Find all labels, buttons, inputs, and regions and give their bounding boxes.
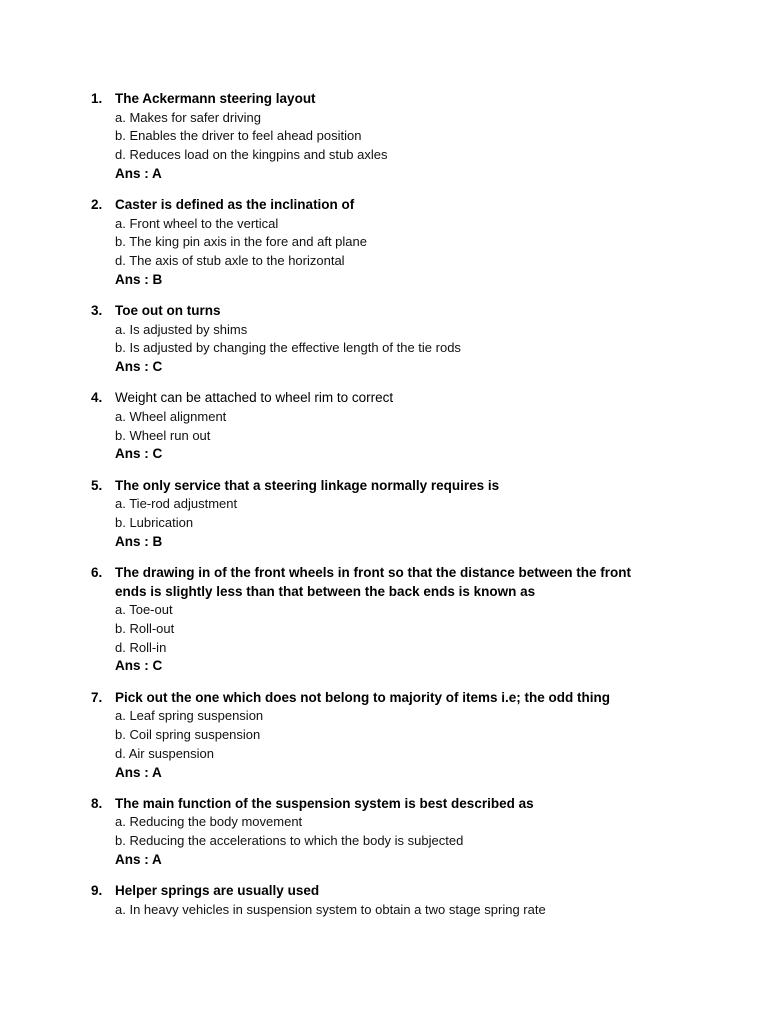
question-body [115, 477, 655, 552]
answer-option: b. Lubrication [115, 515, 194, 531]
question-text: Toe out on turns [115, 303, 221, 319]
answer-key: Ans : A [115, 764, 162, 780]
answer-key: Ans : C [115, 446, 163, 462]
answer-option: b. Is adjusted by changing the effective length of the tie rods [115, 340, 461, 356]
question-body [115, 882, 655, 919]
answer-option: d. Reduces load on the kingpins and stub axles [115, 147, 388, 163]
question-item [0, 882, 768, 919]
answer-option: a. Is adjusted by shims [115, 321, 248, 337]
answer-key: Ans : A [115, 165, 162, 181]
answer-key: Ans : C [115, 658, 163, 674]
question-item [0, 795, 768, 870]
question-text: The Ackermann steering layout [115, 91, 316, 106]
answer-key: Ans : B [115, 271, 163, 287]
question-body [115, 689, 655, 783]
question-number: 4. [91, 390, 103, 406]
answer-option: a. Wheel alignment [115, 409, 227, 425]
answer-key: Ans : C [115, 359, 163, 375]
question-body [115, 389, 655, 464]
question-body [115, 90, 655, 184]
question-number: 9. [91, 883, 103, 899]
answer-option: a. Toe-out [115, 602, 173, 618]
answer-option: a. Front wheel to the vertical [115, 215, 279, 231]
question-text: Helper springs are usually used [115, 883, 320, 899]
answer-option: d. Roll-in [115, 639, 167, 655]
question-number: 3. [91, 303, 103, 319]
answer-option: d. Air suspension [115, 745, 215, 761]
question-text: Caster is defined as the inclination of [115, 197, 355, 213]
answer-option: a. Makes for safer driving [115, 109, 261, 125]
question-number: 1. [91, 91, 103, 106]
question-number: 6. [91, 564, 103, 580]
answer-key: Ans : B [115, 533, 163, 549]
question-item [0, 196, 768, 290]
answer-option: b. Reducing the accelerations to which the body is subjected [115, 833, 464, 849]
question-item [0, 564, 768, 676]
question-list [0, 90, 768, 932]
answer-option: d. The axis of stub axle to the horizontal [115, 253, 345, 269]
answer-option: a. In heavy vehicles in suspension system to obtain a two stage spring rate [115, 901, 546, 917]
answer-option: b. Enables the driver to feel ahead position [115, 128, 362, 144]
answer-option: b. Coil spring suspension [115, 727, 261, 743]
question-number: 8. [91, 795, 103, 811]
question-item [0, 477, 768, 552]
question-body [115, 302, 655, 377]
question-item [0, 389, 768, 464]
question-item [0, 302, 768, 377]
question-body [115, 196, 655, 290]
question-number: 5. [91, 477, 103, 493]
question-item [0, 689, 768, 783]
question-number: 7. [91, 689, 103, 705]
answer-option: b. Wheel run out [115, 427, 211, 443]
answer-option: b. The king pin axis in the fore and aft plane [115, 234, 367, 250]
answer-key: Ans : A [115, 851, 162, 867]
answer-option: a. Leaf spring suspension [115, 708, 264, 724]
question-text: The only service that a steering linkage normally requires is [115, 477, 500, 493]
question-text: The drawing in of the front wheels in front so that the distance between the front ends is slightly less than that between the back ends is known as [115, 564, 632, 599]
question-text: Pick out the one which does not belong to majority of items i.e; the odd thing [115, 689, 611, 705]
answer-option: a. Tie-rod adjustment [115, 496, 238, 512]
question-text: The main function of the suspension system is best described as [115, 795, 534, 811]
question-item [0, 90, 768, 184]
question-number: 2. [91, 197, 103, 213]
question-body [115, 564, 655, 676]
answer-option: a. Reducing the body movement [115, 814, 303, 830]
answer-option: b. Roll-out [115, 621, 175, 637]
question-text: Weight can be attached to wheel rim to correct [115, 390, 394, 406]
question-body [115, 795, 655, 870]
